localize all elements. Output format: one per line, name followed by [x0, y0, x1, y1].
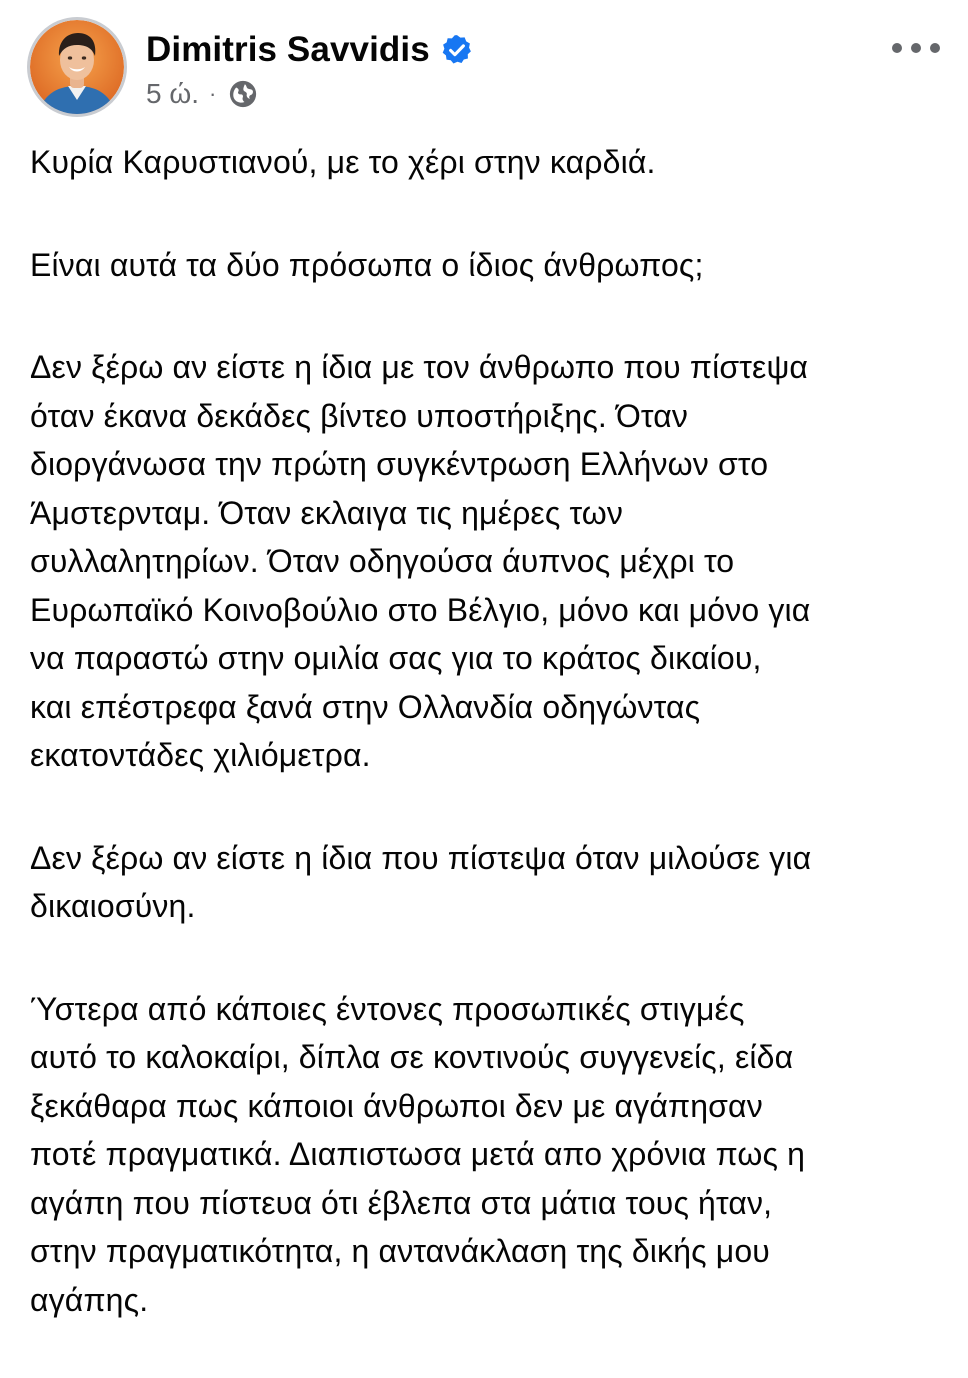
more-dot [930, 43, 940, 53]
post-meta [146, 76, 258, 112]
more-dot [892, 43, 902, 53]
post-header [30, 18, 940, 118]
avatar-photo [30, 20, 124, 114]
more-dot [911, 43, 921, 53]
post-paragraph: Δεν ξέρω αν είστε η ίδια που πίστεψα όταν μιλούσε για δικαιοσύνη. [30, 839, 812, 924]
more-options-icon[interactable] [892, 38, 940, 58]
author-name[interactable]: Dimitris Savvidis [146, 30, 430, 69]
post-body [30, 138, 942, 1378]
globe-icon[interactable] [228, 79, 258, 109]
post-paragraph: Είναι αυτά τα δύο πρόσωπα ο ίδιος άνθρωπος; [30, 246, 704, 283]
post-timestamp[interactable]: 5 ώ. [146, 78, 199, 109]
author-row [146, 28, 474, 72]
post-paragraph: Κυρία Καρυστιανού, με το χέρι στην καρδιά. [30, 144, 656, 180]
meta-separator: · [209, 81, 217, 106]
avatar[interactable] [30, 20, 124, 114]
post-paragraph: Δεν ξέρω αν είστε η ίδια με τον άνθρωπο που πίστεψα όταν έκανα δεκάδες βίντεο υποστήριξης. Όταν διοργάνωσα την πρώτη συγκέντρωση Ελλήνων στο Άμστερνταμ. Όταν εκλαιγα τις ημέρες των συλλαλητηρίων. Όταν οδηγούσα άυπνος μέχρι το Ευρωπαϊκό Κοινοβούλιο στο Βέλγιο, μόνο και μόνο για να παραστώ στην ομιλία σας για το κράτος δικαίου, και επέστρεφα ξανά στην Ολλανδία οδηγώντας εκατοντάδες χιλιόμετρα. [30, 349, 811, 773]
post-paragraph: Ύστερα από κάποιες έντονες προσωπικές στιγμές αυτό το καλοκαίρι, δίπλα σε κοντινούς συγγενείς, είδα ξεκάθαρα πως κάποιοι άνθρωποι δεν με αγάπησαν ποτέ πραγματικά. Διαπιστωσα μετά απο χρόνια πως η αγάπη που πίστευα ότι έβλεπα στα μάτια τους ήταν, στην πραγματικότητα, η αντανάκλαση της δικής μου αγάπης. [30, 990, 806, 1318]
verified-badge-icon [440, 33, 474, 67]
